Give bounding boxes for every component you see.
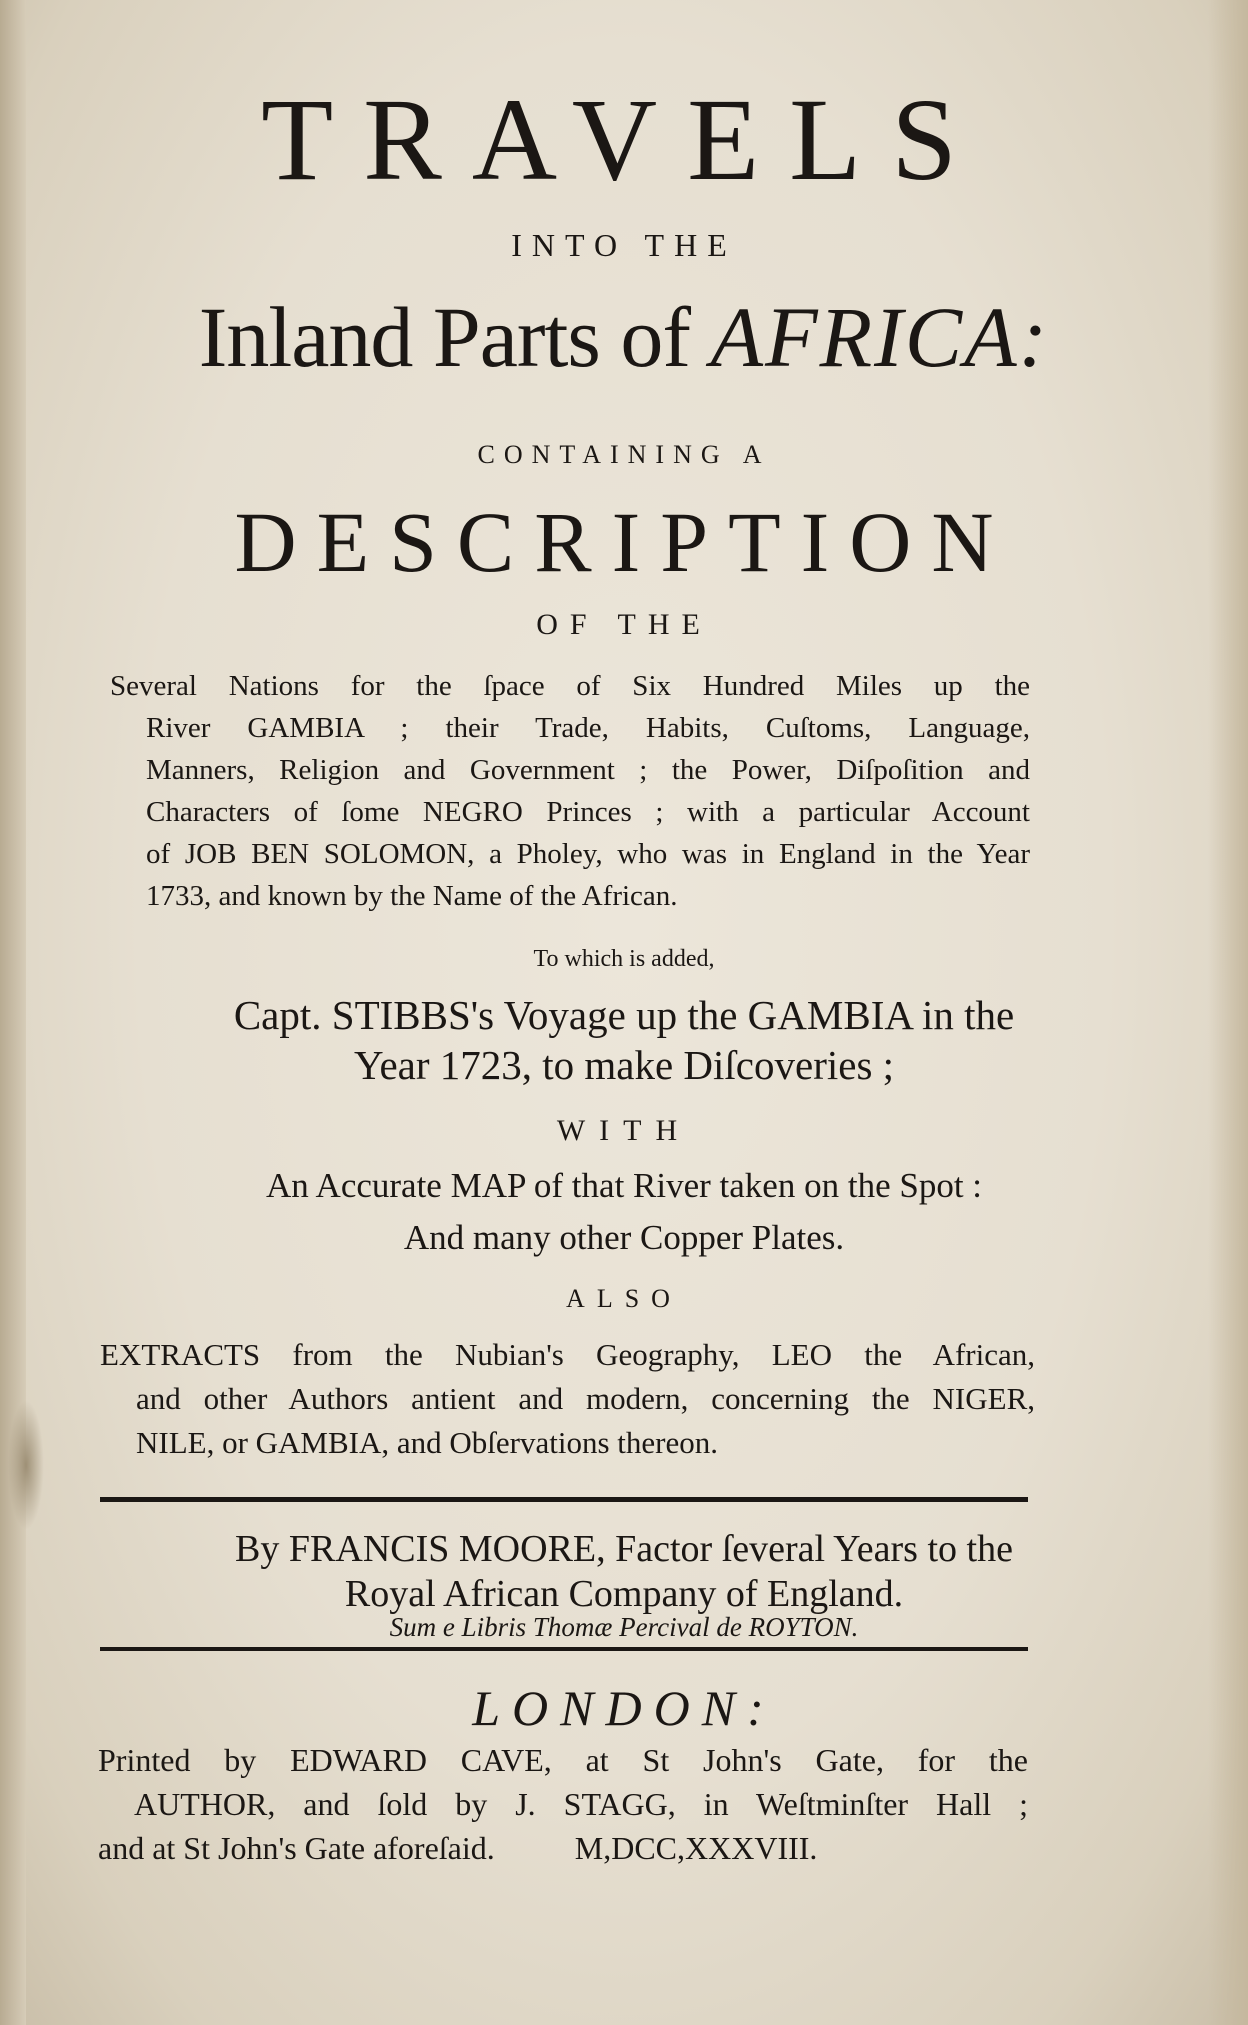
desc-line: Manners, Religion and Government ; the Power, Diſpoſition and xyxy=(146,754,1030,786)
imprint-line: Printed by EDWARD CAVE, at St John's Gate, for the xyxy=(98,1742,1028,1778)
subtitle-africa: AFRICA: xyxy=(710,289,1050,385)
extracts-line: EXTRACTS from the Nubian's Geography, LEO the African, xyxy=(100,1337,1035,1372)
description-heading: DESCRIPTION xyxy=(234,494,1014,590)
of-the-line: OF THE xyxy=(536,608,712,641)
to-which-line: To which is added, xyxy=(533,946,715,972)
extracts-line: NILE, or GAMBIA, and Obſervations thereon. xyxy=(136,1425,718,1460)
imprint-city: LONDON: xyxy=(472,1680,776,1736)
into-the-line: INTO THE xyxy=(511,227,737,263)
with-line: WITH xyxy=(556,1114,692,1147)
author-line: By FRANCIS MOORE, Factor ſeveral Years to the xyxy=(235,1528,1013,1570)
extracts-line: and other Authors antient and modern, concerning the NIGER, xyxy=(136,1381,1035,1416)
subtitle-inland: Inland Parts of xyxy=(198,289,711,385)
paper-stain xyxy=(8,1400,44,1530)
book-title: TRAVELS xyxy=(261,74,987,205)
imprint-line: AUTHOR, and ſold by J. STAGG, in Weſtminſter Hall ; xyxy=(134,1786,1028,1822)
also-line: ALSO xyxy=(566,1284,682,1313)
accurate-map-line: An Accurate MAP of that River taken on the Spot : xyxy=(265,1166,983,1205)
desc-line: River GAMBIA ; their Trade, Habits, Cuſtoms, Language, xyxy=(146,712,1030,744)
extracts-paragraph xyxy=(100,1333,1035,1465)
imprint-line: and at St John's Gate aforeſaid. M,DCC,XXXVIII. xyxy=(98,1830,818,1866)
desc-line: 1733, and known by the Name of the African. xyxy=(146,880,678,912)
divider-rule xyxy=(100,1647,1028,1651)
desc-line: Several Nations for the ſpace of Six Hundred Miles up the xyxy=(110,670,1030,702)
divider-rule xyxy=(100,1497,1028,1502)
desc-line: of JOB BEN SOLOMON, a Pholey, who was in England in the Year xyxy=(146,838,1030,870)
year-line: Year 1723, to make Diſcoveries ; xyxy=(353,1042,895,1088)
ownership-inscription: Sum e Libris Thomæ Percival de ROYTON. xyxy=(389,1612,859,1642)
capt-stibbs-line: Capt. STIBBS's Voyage up the GAMBIA in the xyxy=(233,992,1015,1038)
subtitle-line xyxy=(0,287,1248,387)
company-line: Royal African Company of England. xyxy=(344,1573,904,1615)
imprint-paragraph xyxy=(98,1738,1028,1870)
desc-line: Characters of ſome NEGRO Princes ; with a particular Account xyxy=(146,796,1030,828)
description-paragraph xyxy=(110,665,1030,917)
copper-plates-line: And many other Copper Plates. xyxy=(403,1218,845,1257)
containing-line: CONTAINING A xyxy=(477,440,771,469)
